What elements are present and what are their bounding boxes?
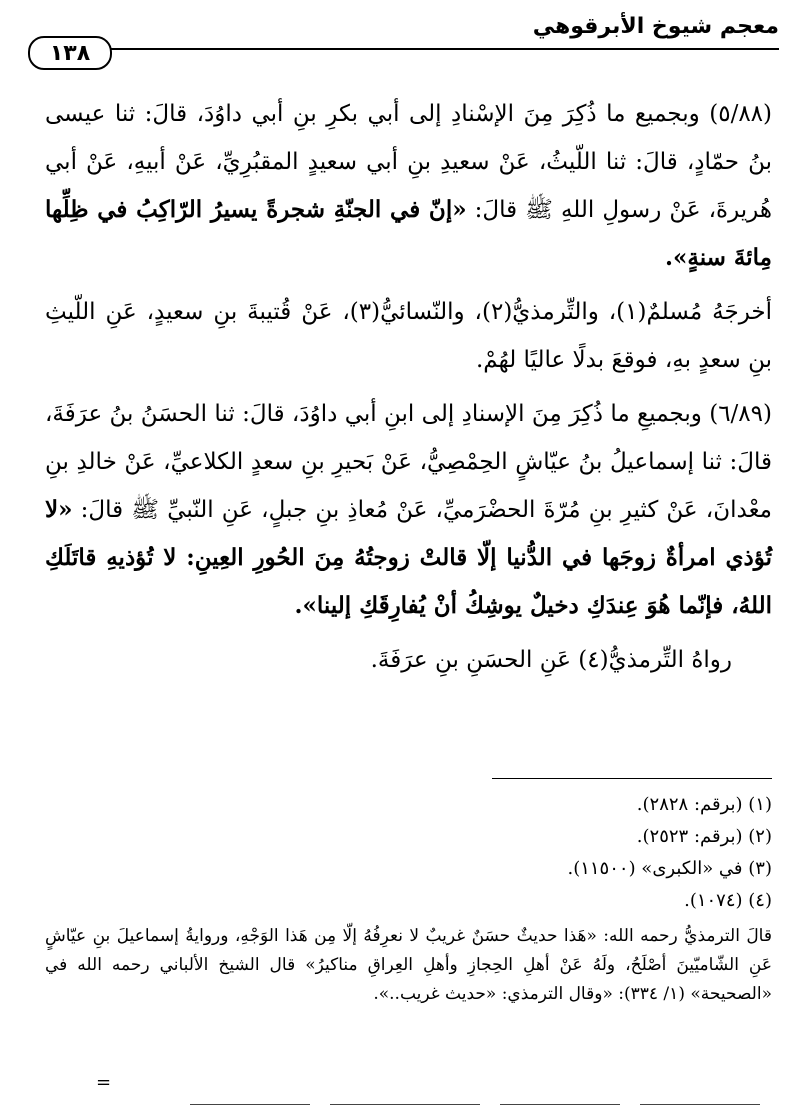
paragraph — [45, 90, 772, 282]
footnote-comment: قالَ الترمذيُّ رحمه الله: «هَذا حديثٌ حسَنٌ غريبٌ لا نعرِفُهُ إلّا مِن هَذا الوَجْهِ، وروايةُ إسماعيلَ بنِ عيّاشٍ عَنِ الشّاميّينَ أصْلَحُ، ولَهُ عَنْ أهلِ الحِجازِ وأهلِ العِراقِ مناكيرُ» قال الشيخ الألباني رحمه الله في «الصحيحة» (١/ ٣٣٤): «وقال الترمذي: «حديث غريب..». — [45, 926, 772, 1004]
bottom-rules — [0, 1104, 807, 1106]
footnotes — [45, 790, 772, 1009]
footnote: (١) (برقم: ٢٨٢٨). — [636, 794, 772, 815]
paragraph — [45, 390, 772, 630]
bottom-rule — [330, 1104, 480, 1105]
hadith-text: «لا تُؤذي امرأةٌ زوجَها في الدُّنيا إلّا قالتْ زوجتُهُ مِنَ الحُورِ العِينِ: لا تُؤذيهِ قاتَلَكِ اللهُ، فإنّما هُوَ عِندَكِ دخيلٌ يوشِكُ أنْ يُفارِقَكِ إلينا». — [45, 496, 772, 619]
hadith-number: (٦/٨٩) — [709, 401, 772, 427]
paragraph — [45, 636, 772, 684]
hadith-number: (٥/٨٨) — [709, 101, 773, 127]
footnote: (٣) في «الكبرى» (١١٥٠٠). — [567, 858, 772, 879]
bottom-rule — [190, 1104, 310, 1105]
running-title: معجم شيوخ الأبرقوهي — [532, 14, 779, 39]
header-rule — [108, 48, 779, 50]
footnote: (٢) (برقم: ٢٥٢٣). — [636, 826, 772, 847]
hadith-text: «إنّ في الجنّةِ شجرةً يسيرُ الرّاكِبُ في ظِلِّها مِائةَ سنةٍ». — [45, 196, 772, 271]
paragraph-text: وبجميع ما ذُكِرَ مِنَ الإسْنادِ إلى أبي بكرِ بنِ أبي داوُدَ، قالَ: ثنا عيسى بنُ حمّادٍ، قالَ: ثنا اللّيثُ، عَنْ سعيدِ بنِ أبي سعيدٍ المقبُرِيِّ، عَنْ أبيهِ، عَنْ أبي هُريرةَ، عَنْ رسولِ اللهِ ﷺ قالَ: — [45, 101, 773, 223]
bottom-rule — [640, 1104, 760, 1105]
paragraph-text: وبجميعِ ما ذُكِرَ مِنَ الإسنادِ إلى ابنِ أبي داوُدَ، قالَ: ثنا الحسَنُ بنُ عرَفَةَ، قالَ: ثنا إسماعيلُ بنُ عيّاشٍ الحِمْصِيُّ، عَنْ بَحيرِ بنِ سعدٍ الكلاعيِّ، عَنْ خالدِ بنِ معْدانَ، عَنْ كثيرِ بنِ مُرّةَ الحضْرَميِّ، عَنْ مُعاذِ بنِ جبلٍ، عَنِ النّبيِّ ﷺ قالَ: — [45, 401, 772, 523]
footnote: (٤) (١٠٧٤). — [684, 890, 772, 911]
continuation-mark: = — [96, 1072, 112, 1093]
paragraph — [45, 288, 772, 384]
bottom-rule — [500, 1104, 620, 1105]
paragraph-text: أخرجَهُ مُسلمٌ(١)، والتِّرمذيُّ(٢)، والنّسائيُّ(٣)، عَنْ قُتيبةَ بنِ سعيدٍ، عَنِ اللّيثِ بنِ سعدٍ بهِ، فوقعَ بدلًا عاليًا لهُمْ. — [45, 299, 773, 373]
paragraph-text: رواهُ التِّرمذيُّ(٤) عَنِ الحسَنِ بنِ عرَفَةَ. — [370, 647, 732, 673]
main-text — [45, 90, 772, 690]
footnote-separator — [492, 778, 772, 779]
page-number: ١٣٨ — [28, 36, 112, 70]
